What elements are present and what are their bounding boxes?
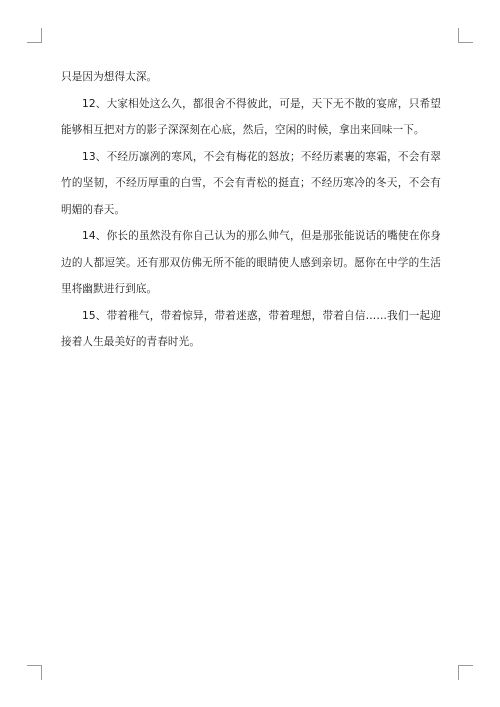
- crop-mark-bottom-right: [458, 665, 473, 680]
- document-body: [61, 64, 441, 356]
- crop-mark-top-right: [458, 28, 473, 43]
- paragraph-13: 13、不经历凛冽的寒风，不会有梅花的怒放；不经历素裹的寒霜，不会有翠竹的坚韧，不经历厚重的白雪，不会有青松的挺直；不经历寒冷的冬天，不会有明媚的春天。: [61, 150, 441, 216]
- paragraph-15: 15、带着稚气，带着惊异，带着迷惑，带着理想，带着自信……我们一起迎接着人生最美好的青春时光。: [61, 309, 441, 348]
- paragraph-14: 14、你长的虽然没有你自己认为的那么帅气，但是那张能说话的嘴使在你身边的人都逗笑。还有那双仿佛无所不能的眼睛使人感到亲切。愿你在中学的生活里将幽默进行到底。: [61, 230, 441, 295]
- crop-mark-top-left: [27, 28, 42, 43]
- paragraph-12: 12、大家相处这么久，都很舍不得彼此，可是，天下无不散的宴席，只希望能够相互把对方的影子深深刻在心底，然后，空闲的时候，拿出来回味一下。: [61, 97, 441, 136]
- crop-mark-bottom-left: [27, 665, 42, 680]
- paragraph-continuation: 只是因为想得太深。: [61, 71, 158, 83]
